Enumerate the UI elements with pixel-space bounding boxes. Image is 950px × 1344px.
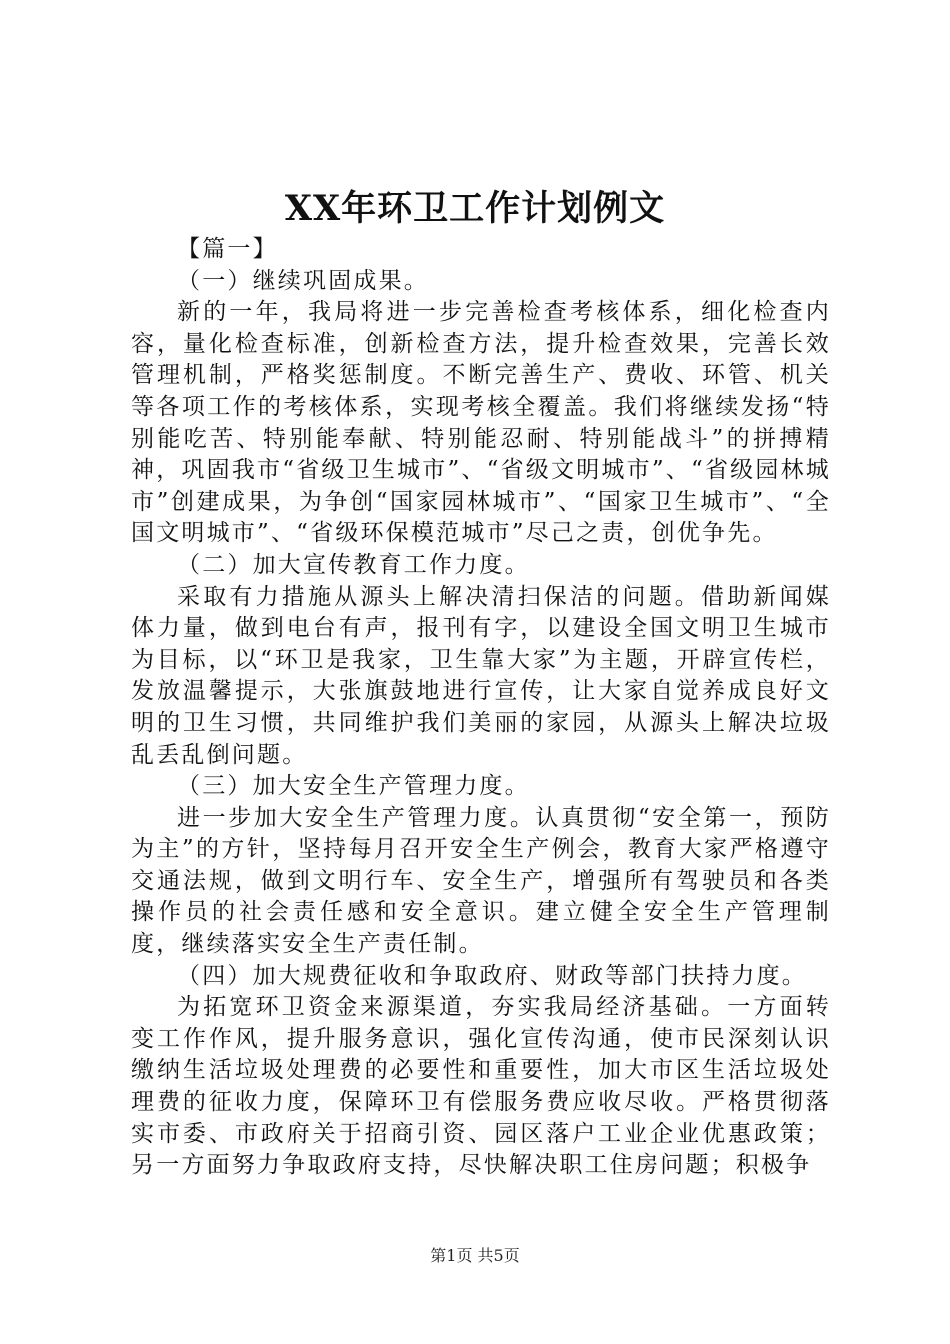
paragraph-1: 新的一年，我局将进一步完善检查考核体系，细化检查内容，量化检查标准，创新检查方法，提升检查效果，完善长效管理机制，严格奖惩制度。不断完善生产、费收、环管、机关等各项工作的考核体系，实现考核全覆盖。我们将继续发扬“特别能吃苦、特别能奉献、特别能忍耐、特别能战斗”的拼搏精神，巩固我市“省级卫生城市”、“省级文明城市”、“省级园林城市”创建成果，为争创“国家园林城市”、“国家卫生城市”、“全国文明城市”、“省级环保模范城市”尽己之责，创优争先。 bbox=[131, 299, 831, 547]
subheading-3: （三）加大安全生产管理力度。 bbox=[177, 773, 530, 800]
page-footer: 第1页 共5页 bbox=[430, 1246, 520, 1265]
paragraph-4: 为拓宽环卫资金来源渠道，夯实我局经济基础。一方面转变工作作风，提升服务意识，强化宣传沟通，使市民深刻认识缴纳生活垃圾处理费的必要性和重要性，加大市区生活垃圾处理费的征收力度，保障环卫有偿服务费应收尽收。严格贯彻落实市委、市政府关于招商引资、园区落户工业企业优惠政策；另一方面努力争取政府支持，尽快解决职工住房问题；积极争 bbox=[131, 994, 831, 1179]
document-body bbox=[131, 234, 831, 1182]
subheading-4: （四）加大规费征收和争取政府、财政等部门扶持力度。 bbox=[177, 962, 807, 989]
section-label: 【篇一】 bbox=[177, 236, 278, 262]
subheading-1: （一）继续巩固成果。 bbox=[177, 267, 429, 294]
paragraph-2: 采取有力措施从源头上解决清扫保洁的问题。借助新闻媒体力量，做到电台有声，报刊有字，以建设全国文明卫生城市为目标，以“环卫是我家，卫生靠大家”为主题，开辟宣传栏，发放温馨提示，大张旗鼓地进行宣传，让大家自觉养成良好文明的卫生习惯，共同维护我们美丽的家园，从源头上解决垃圾乱丢乱倒问题。 bbox=[131, 583, 831, 768]
document-title: XX年环卫工作计划例文 bbox=[284, 188, 666, 229]
paragraph-3: 进一步加大安全生产管理力度。认真贯彻“安全第一，预防为主”的方针，坚持每月召开安全生产例会，教育大家严格遵守交通法规，做到文明行车、安全生产，增强所有驾驶员和各类操作员的社会责任感和安全意识。建立健全安全生产管理制度，继续落实安全生产责任制。 bbox=[131, 804, 831, 958]
subheading-2: （二）加大宣传教育工作力度。 bbox=[177, 551, 530, 578]
